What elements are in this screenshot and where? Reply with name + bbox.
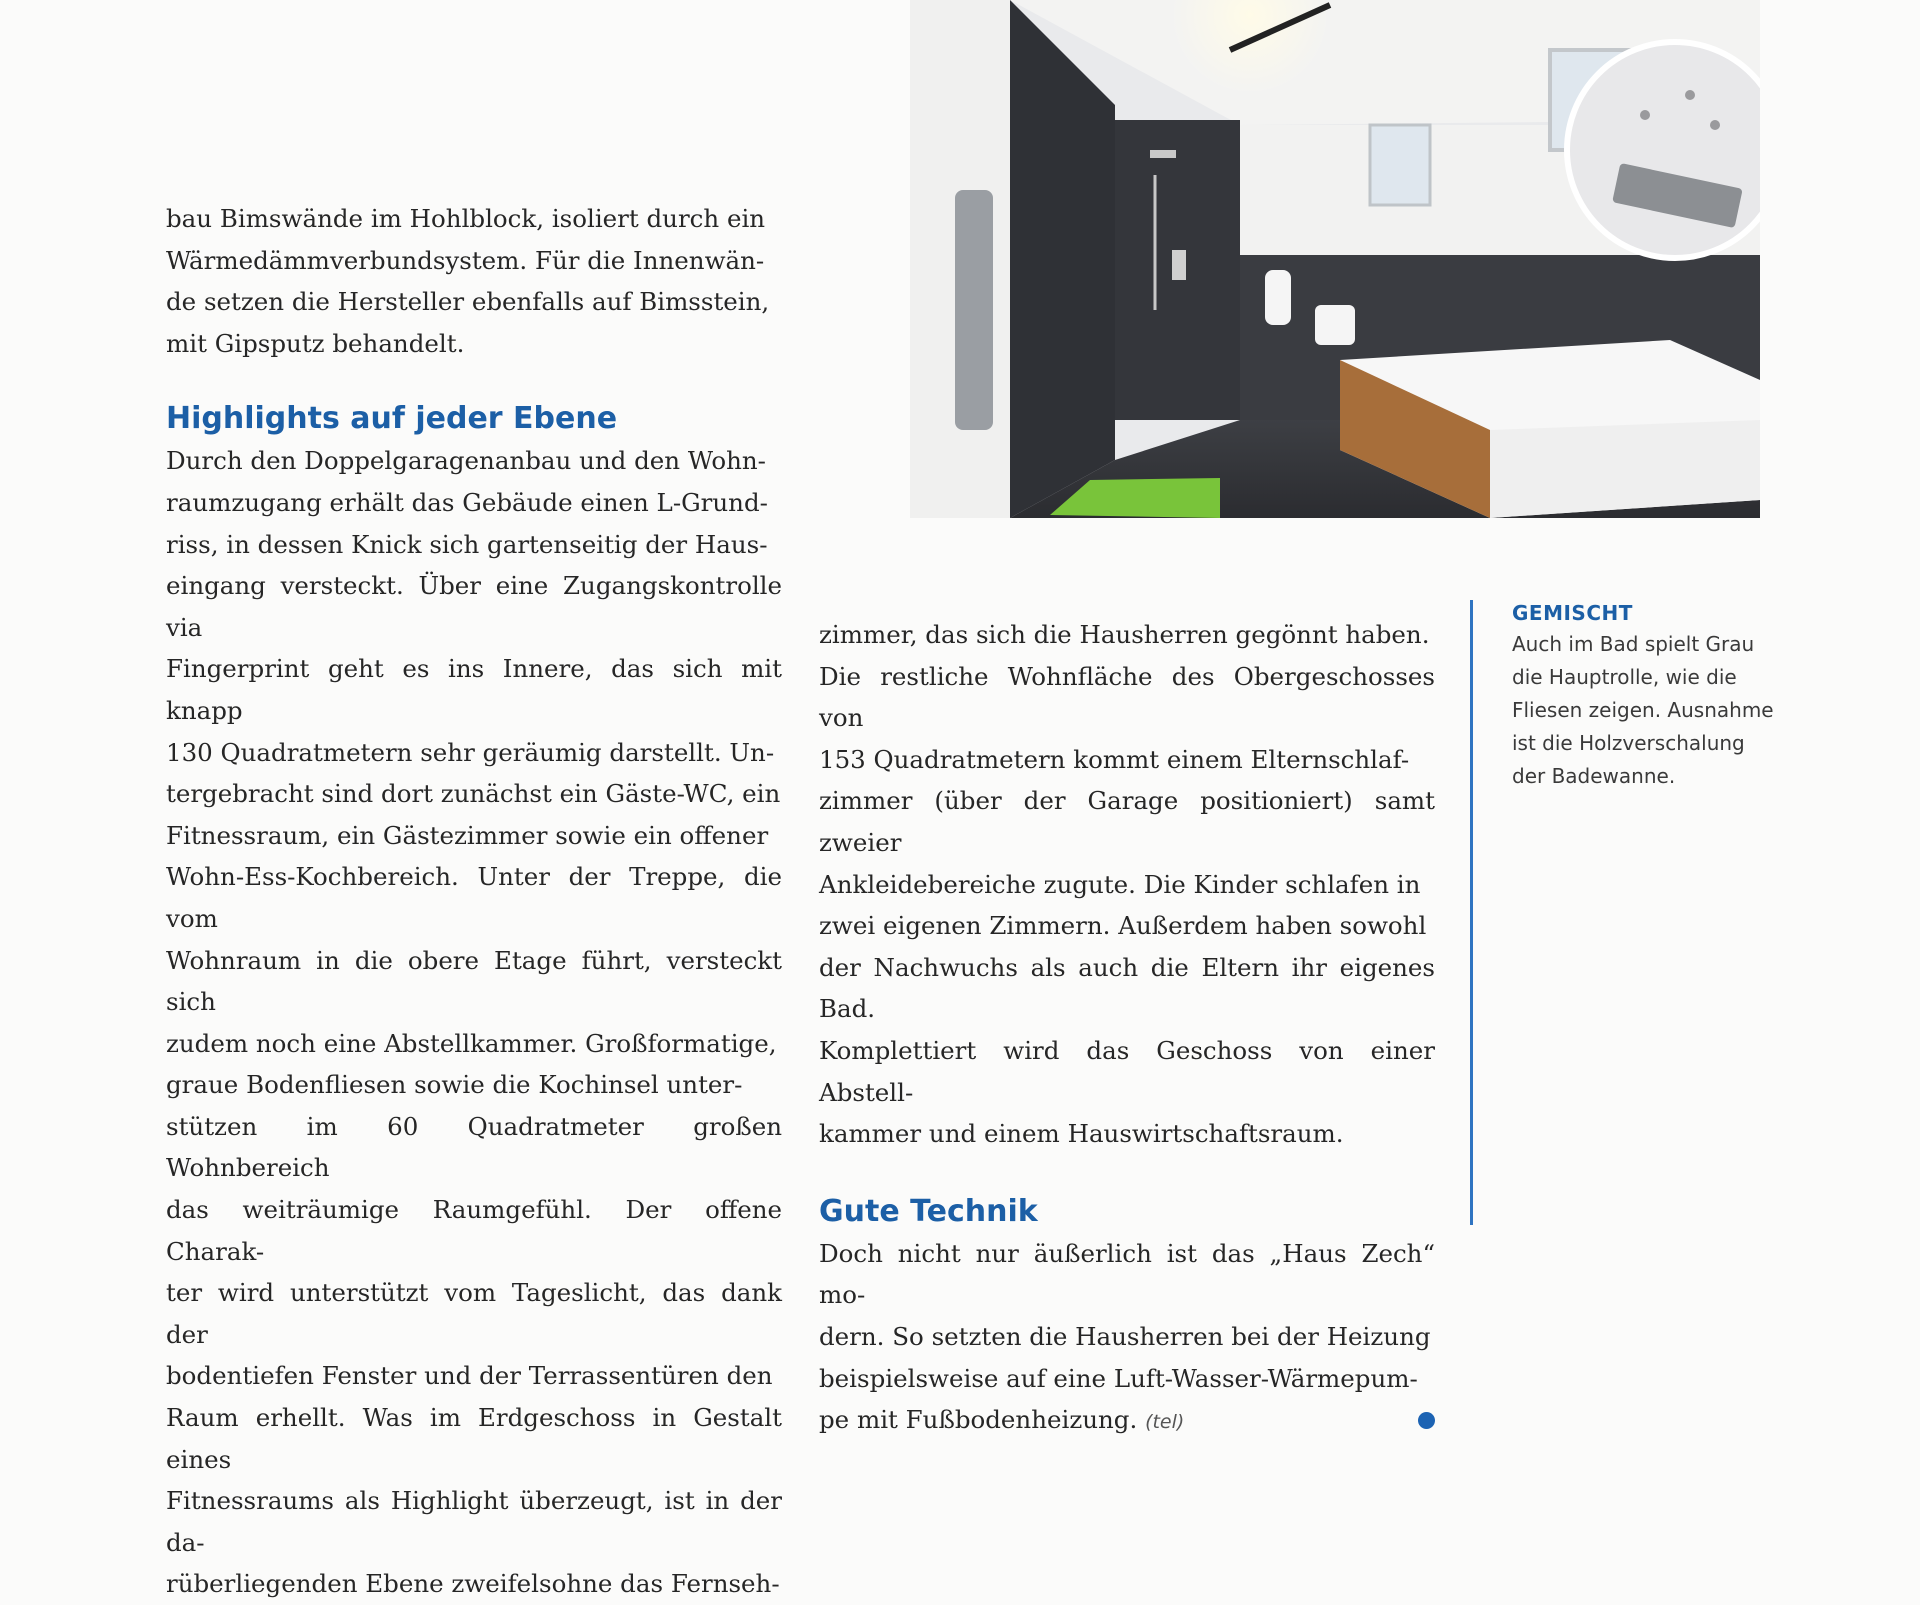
- bathroom-photo-illustration: [910, 0, 1760, 518]
- bathroom-photo: [910, 0, 1760, 518]
- text-line: mit Gipsputz behandelt.: [166, 328, 465, 358]
- text-line: raumzugang erhält das Gebäude einen L-Grund-: [166, 487, 768, 517]
- caption-line: der Badewanne.: [1512, 764, 1676, 788]
- text-line: de setzen die Hersteller ebenfalls auf Bimsstein,: [166, 287, 770, 317]
- text-line: tergebracht sind dort zunächst ein Gäste-WC, ein: [166, 779, 781, 809]
- text-line: Die restliche Wohnfläche des Obergeschosses von: [819, 661, 1435, 733]
- text-line: zimmer (über der Garage positioniert) samt zweier: [819, 786, 1435, 857]
- text-line: 153 Quadratmetern kommt einem Elternschlaf-: [819, 744, 1410, 774]
- text-line: der Nachwuchs als auch die Eltern ihr eigenes Bad.: [819, 952, 1435, 1024]
- text-line: Wohnraum in die obere Etage führt, versteckt sich: [166, 945, 782, 1017]
- caption-line: Auch im Bad spielt Grau: [1512, 632, 1755, 656]
- text-line: Doch nicht nur äußerlich ist das „Haus Zech“ mo-: [819, 1238, 1435, 1310]
- text-line: riss, in dessen Knick sich gartenseitig der Haus-: [166, 529, 768, 559]
- photo-caption: [1512, 598, 1842, 793]
- closing-paragraph: [819, 1233, 1435, 1444]
- text-line: Komplettiert wird das Geschoss von einer Abstell-: [819, 1035, 1435, 1107]
- text-line: zimmer, das sich die Hausherren gegönnt haben.: [819, 620, 1430, 649]
- text-line: kammer und einem Hauswirtschaftsraum.: [819, 1119, 1344, 1149]
- text-line: bau Bimswände im Hohlblock, isoliert durch ein: [166, 204, 766, 233]
- text-line: das weiträumige Raumgefühl. Der offene Charak-: [166, 1195, 782, 1266]
- section-heading-technik: Gute Technik: [819, 1193, 1038, 1229]
- middle-text-column: [819, 614, 1435, 1444]
- text-line: Fingerprint geht es ins Innere, das sich mit knapp: [166, 654, 782, 725]
- end-of-article-dot-icon: [1418, 1412, 1435, 1429]
- text-line: eingang versteckt. Über eine Zugangskontrolle via: [166, 571, 782, 642]
- text-line: dern. So setzten die Hausherren bei der Heizung: [819, 1321, 1431, 1351]
- text-line: Fitnessraum, ein Gästezimmer sowie ein offener: [166, 820, 769, 850]
- caption-title: GEMISCHT: [1512, 601, 1633, 625]
- text-line: Wärmedämmverbundsystem. Für die Innenwän-: [166, 245, 765, 275]
- text-line: graue Bodenfliesen sowie die Kochinsel unter-: [166, 1070, 743, 1100]
- section-heading-highlights: Highlights auf jeder Ebene: [166, 401, 618, 437]
- text-line: zudem noch eine Abstellkammer. Großformatige,: [166, 1028, 777, 1058]
- text-line: rüberliegenden Ebene zweifelsohne das Fernseh-: [166, 1569, 780, 1599]
- intro-paragraph: [166, 198, 782, 364]
- text-line: ter wird unterstützt vom Tageslicht, das dank der: [166, 1278, 782, 1349]
- text-line: Wohn-Ess-Kochbereich. Unter der Treppe, die vom: [166, 862, 782, 933]
- left-text-column: [166, 198, 782, 1605]
- caption-divider-rule: [1470, 600, 1473, 1225]
- text-line: Durch den Doppelgaragenanbau und den Wohn-: [166, 446, 766, 476]
- text-line: zwei eigenen Zimmern. Außerdem haben sowohl: [819, 911, 1427, 941]
- text-line: pe mit Fußbodenheizung.: [819, 1405, 1138, 1435]
- body-paragraph: [166, 440, 782, 1605]
- caption-line: Fliesen zeigen. Ausnahme: [1512, 698, 1774, 722]
- continued-paragraph: [819, 614, 1435, 1155]
- text-line: Raum erhellt. Was im Erdgeschoss in Gestalt eines: [166, 1403, 782, 1474]
- text-line: Ankleidebereiche zugute. Die Kinder schlafen in: [819, 869, 1421, 899]
- text-line: beispielsweise auf eine Luft-Wasser-Wärmepum-: [819, 1363, 1418, 1393]
- author-signature: (tel): [1145, 1411, 1185, 1434]
- caption-text: [1512, 628, 1842, 793]
- text-line: 130 Quadratmetern sehr geräumig darstellt. Un-: [166, 737, 775, 767]
- text-line: Fitnessraums als Highlight überzeugt, ist in der da-: [166, 1486, 782, 1557]
- text-line: bodentiefen Fenster und der Terrassentüren den: [166, 1361, 773, 1391]
- text-line: stützen im 60 Quadratmeter großen Wohnbereich: [166, 1111, 782, 1183]
- caption-line: ist die Holzverschalung: [1512, 731, 1745, 755]
- caption-line: die Hauptrolle, wie die: [1512, 665, 1737, 689]
